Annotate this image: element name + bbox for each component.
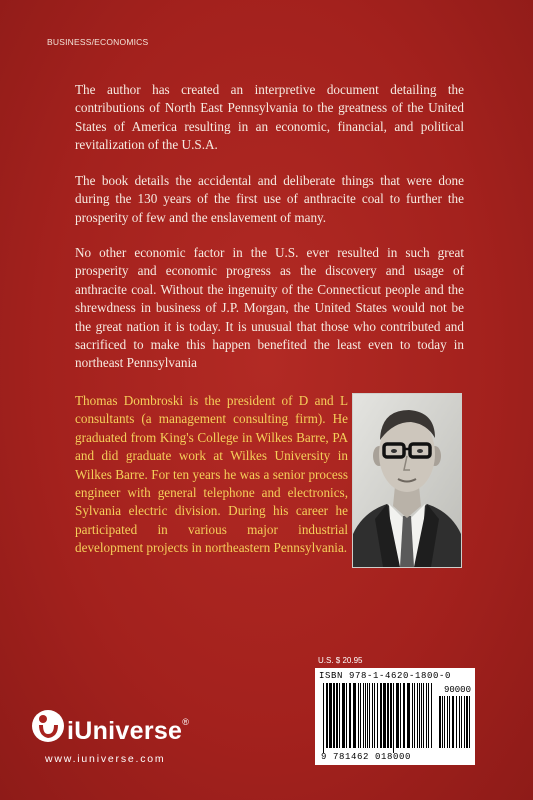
barcode xyxy=(315,668,475,765)
barcode-bar xyxy=(374,683,375,748)
barcode-addon-bar xyxy=(452,696,454,748)
price-label: U.S. $ 20.95 xyxy=(318,656,363,665)
publisher-url: www.iuniverse.com xyxy=(45,753,166,765)
barcode-bar xyxy=(353,683,356,748)
barcode-bar xyxy=(342,683,345,748)
description-paragraph-3: No other economic factor in the U.S. ever resulted in such great prosperity and economic progress as the discovery and usage of anthracite coal. Without the ingenuity of the Connecticut people and the shrewdness in business of J.P. Morgan, the United States would not be the great nation it is today. It is unusual that those who contributed and sacrificed to make this happen benefited the least even to today in northeast Pennsylvania xyxy=(75,245,464,371)
barcode-bar xyxy=(365,683,366,748)
barcode-bar xyxy=(400,683,401,748)
description-paragraph-2: The book details the accidental and deliberate things that were done during the 130 years of the first use of anthracite coal to further the prosperity of few and the enslavement of many. xyxy=(75,173,464,225)
barcode-bar xyxy=(346,683,347,748)
barcode-bar xyxy=(380,683,382,748)
barcode-addon-bar xyxy=(439,696,441,748)
barcode-bar xyxy=(426,683,427,748)
barcode-bar xyxy=(431,683,432,748)
publisher-name-text: iUniverse xyxy=(67,717,183,745)
barcode-bar xyxy=(383,683,386,748)
barcode-bar xyxy=(349,683,351,748)
barcode-bar xyxy=(372,683,373,748)
barcode-addon-bar xyxy=(456,696,457,748)
barcode-bars xyxy=(315,668,475,765)
barcode-bar xyxy=(363,683,364,748)
barcode-bar xyxy=(419,683,420,748)
barcode-bar xyxy=(428,683,429,748)
barcode-bar xyxy=(421,683,422,748)
barcode-addon-bar xyxy=(464,696,465,748)
barcode-bar xyxy=(412,683,413,748)
iuniverse-logo-icon xyxy=(30,708,66,744)
barcode-bar xyxy=(407,683,410,748)
barcode-bar xyxy=(360,683,361,748)
barcode-bar xyxy=(323,683,324,753)
description-paragraph-1: The author has created an interpretive document detailing the contributions of North East Pennsylvania to the greatness of the United States of America resulting in an economic, financial, and political revitalization of the U.S.A. xyxy=(75,82,464,153)
isbn-text: ISBN 978-1-4620-1800-0 xyxy=(319,671,452,681)
barcode-addon-bar xyxy=(461,696,462,748)
barcode-bar xyxy=(377,683,378,748)
barcode-bar xyxy=(393,683,394,753)
author-bio: Thomas Dombroski is the president of D and L consultants (a management consulting firm). He graduated from King's College in Wilkes Barre, PA and did graduate work at Wilkes University in Wilkes Barre. For ten years he was a senior process engineer with general telephone and electronics, Sylvania electric division. During his career he participated in various major industrial development projects in northeastern Pennsylvania. xyxy=(75,393,348,556)
barcode-number: 9 781462 018000 xyxy=(321,752,412,762)
barcode-bar xyxy=(396,683,399,748)
barcode-bar xyxy=(336,683,338,748)
barcode-bar xyxy=(414,683,415,748)
barcode-bar xyxy=(329,683,332,748)
registered-mark: ® xyxy=(182,717,190,727)
barcode-bar xyxy=(423,683,424,748)
author-photo xyxy=(352,393,462,568)
category-label: BUSINESS/ECONOMICS xyxy=(47,37,149,47)
barcode-addon-bar xyxy=(444,696,445,748)
barcode-bar xyxy=(326,683,328,748)
barcode-bar xyxy=(358,683,359,748)
barcode-addon-bar xyxy=(449,696,450,748)
barcode-addon-bar xyxy=(447,696,448,748)
barcode-addon-number: 90000 xyxy=(443,685,471,695)
barcode-addon-bar xyxy=(442,696,443,748)
barcode-bar xyxy=(339,683,340,748)
barcode-bar xyxy=(403,683,405,748)
barcode-addon-bar xyxy=(466,696,468,748)
barcode-bar xyxy=(387,683,389,748)
barcode-bar xyxy=(417,683,418,748)
barcode-bar xyxy=(390,683,392,748)
barcode-bar xyxy=(369,683,370,748)
barcode-addon-bar xyxy=(459,696,460,748)
barcode-addon-bar xyxy=(469,696,470,748)
publisher-name xyxy=(67,717,189,746)
barcode-bar xyxy=(367,683,368,748)
barcode-bar xyxy=(333,683,335,748)
